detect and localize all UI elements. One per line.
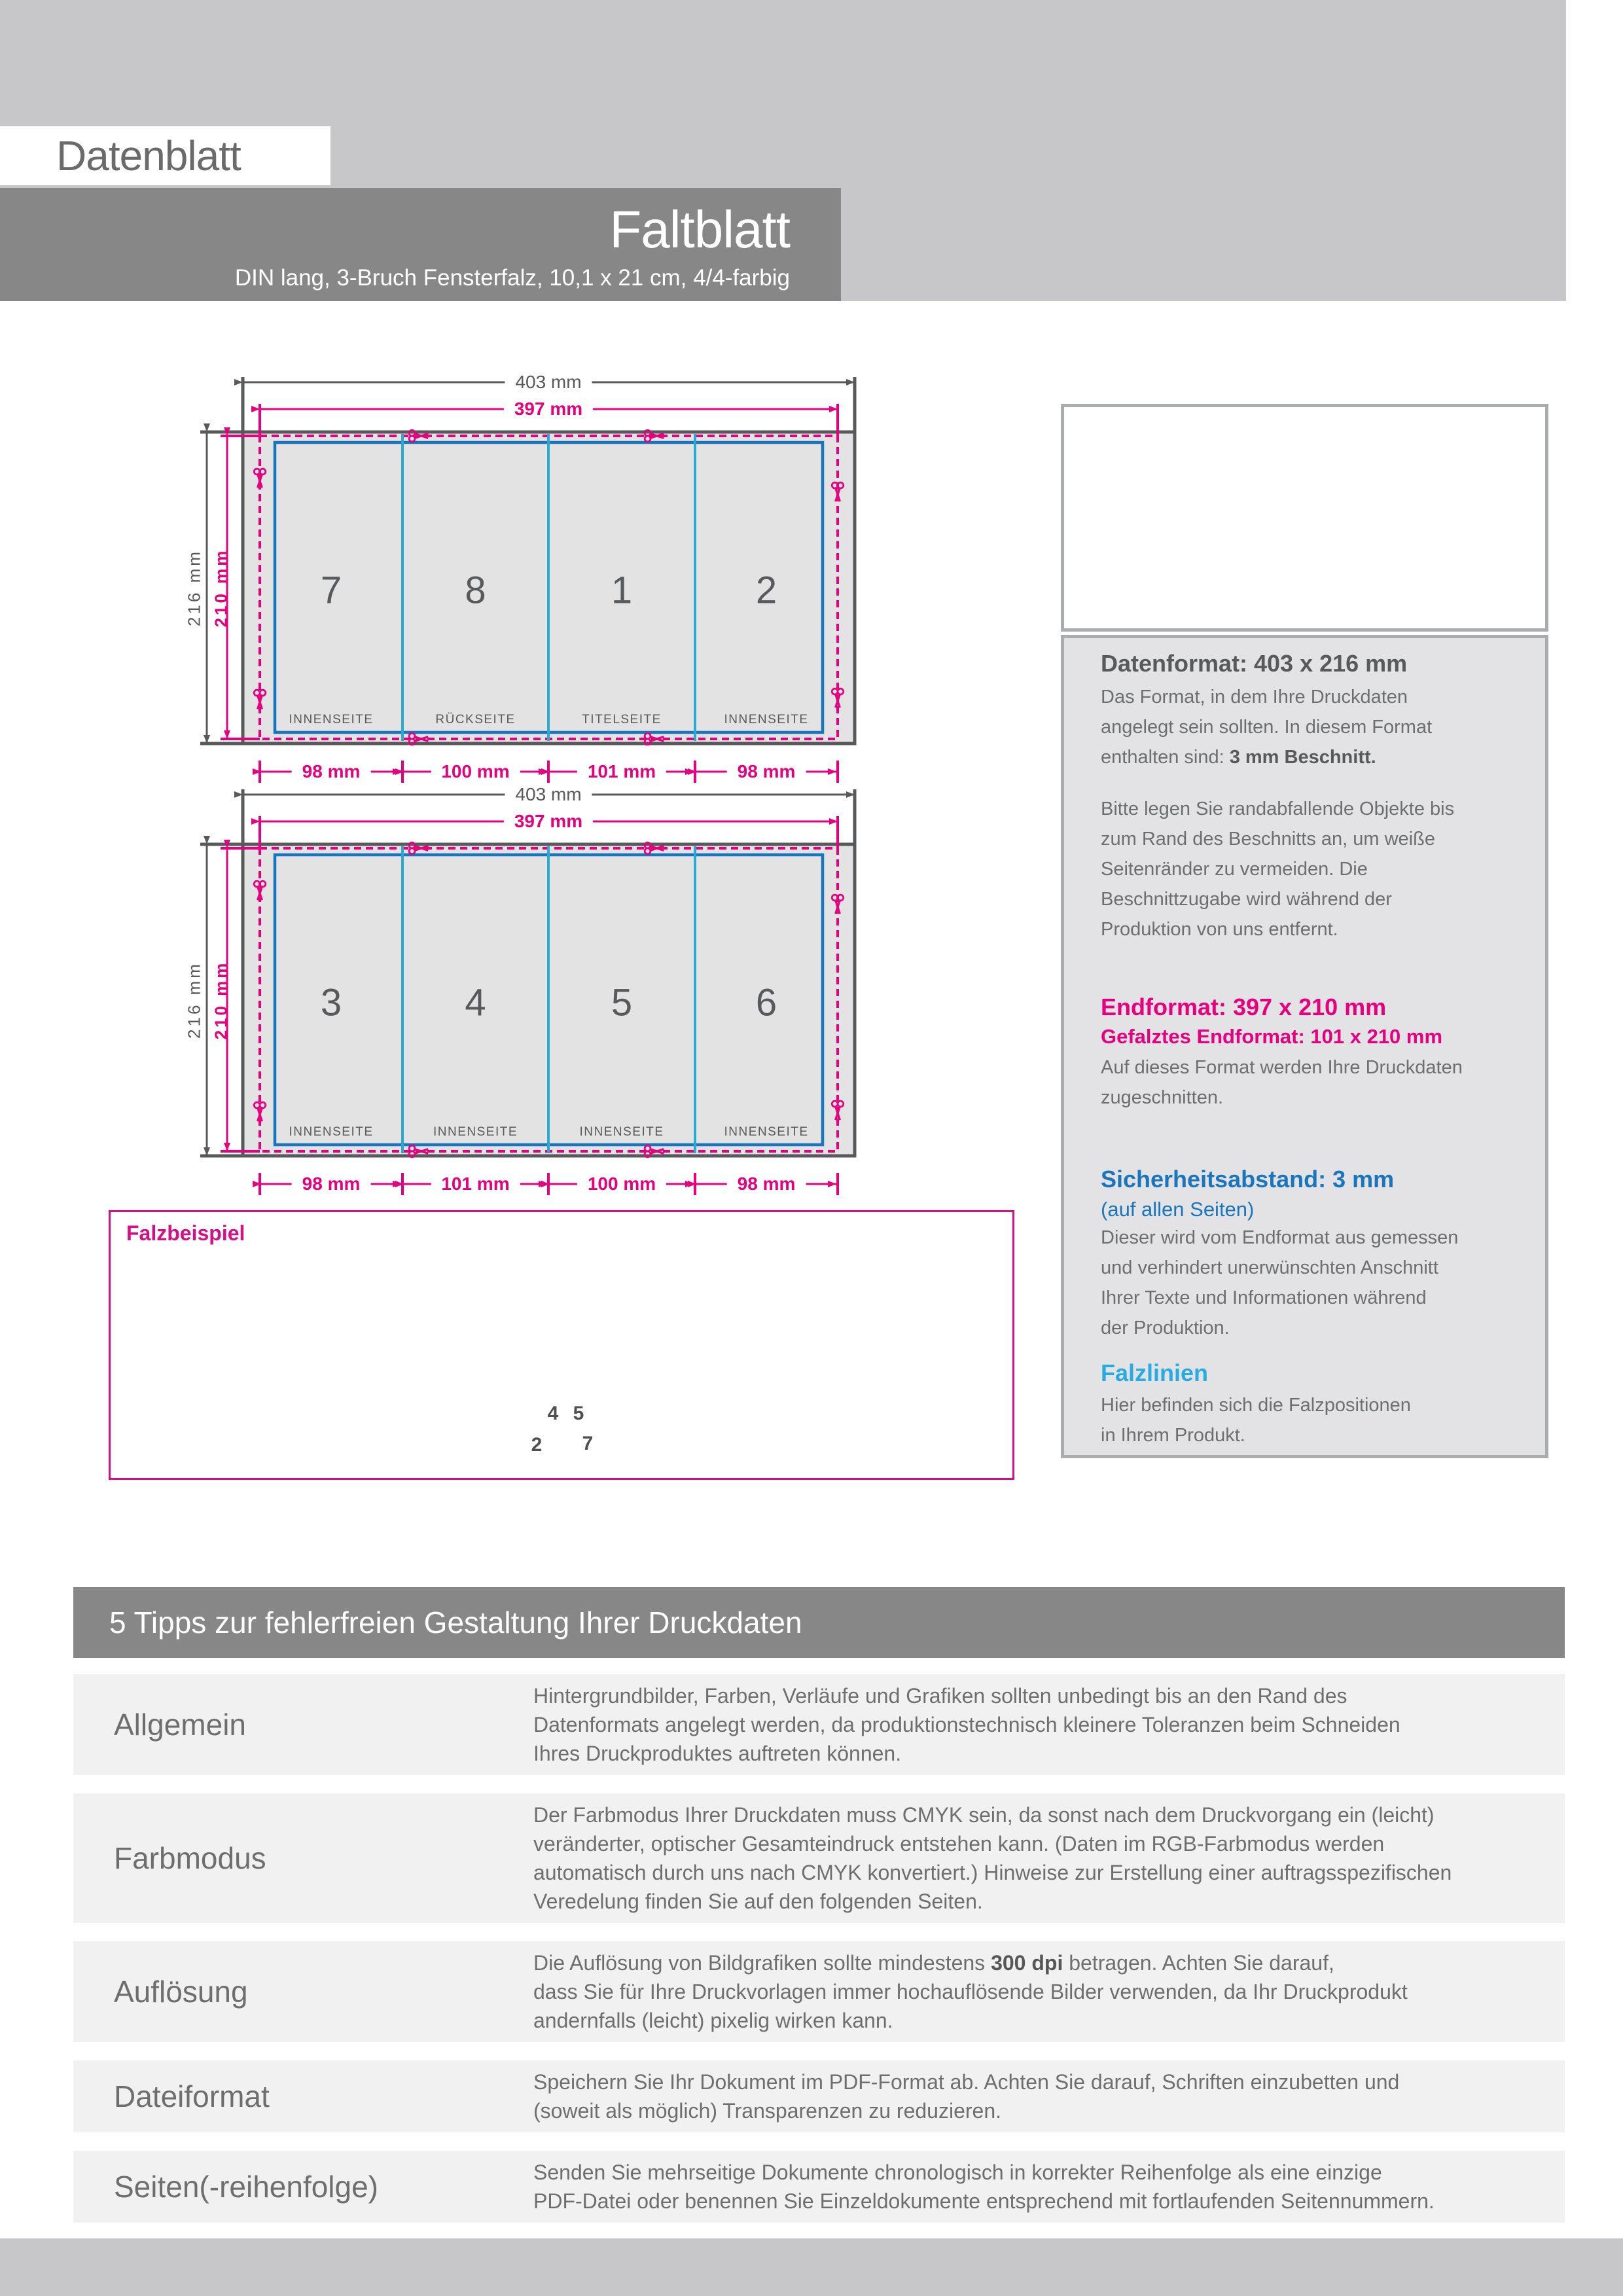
text-line: Hier befinden sich die Falzpositionen xyxy=(1101,1395,1411,1416)
text-line: PDF-Datei oder benennen Sie Einzeldokumente entsprechend mit fortlaufenden Seitennummern. xyxy=(533,2189,1435,2213)
panel-width-label: 100 mm xyxy=(431,761,520,782)
dim-label-endformat-height: 210 mm xyxy=(211,960,231,1040)
tip-row-text xyxy=(533,2068,1558,2125)
text-line: und verhindert unerwünschten Anschnitt xyxy=(1101,1257,1438,1278)
product-title: Faltblatt xyxy=(609,200,790,259)
footer-bar xyxy=(0,2238,1623,2296)
panel-width-label: 98 mm xyxy=(727,761,806,782)
datenformat-body2 xyxy=(1101,794,1533,944)
panel-side-label: INNENSEITE xyxy=(289,713,374,726)
text-line: zum Rand des Beschnitts an, um weiße xyxy=(1101,829,1435,850)
text-line: Das Format, in dem Ihre Druckdaten xyxy=(1101,687,1408,708)
text-line: angelegt sein sollten. In diesem Format xyxy=(1101,717,1433,738)
fold-page-number: 4 xyxy=(547,1403,559,1424)
datenformat-body xyxy=(1101,682,1533,772)
doc-label: Datenblatt xyxy=(56,132,241,179)
panel-number: 6 xyxy=(755,981,777,1024)
text-line: Ihres Druckproduktes auftreten können. xyxy=(533,1742,902,1765)
tip-row-aufloesung xyxy=(73,1941,1565,2042)
endformat-body xyxy=(1101,1052,1533,1113)
tips-heading: 5 Tipps zur fehlerfreien Gestaltung Ihrer Druckdaten xyxy=(109,1605,802,1640)
tip-row-text xyxy=(533,1801,1558,1916)
fold-page-number: 2 xyxy=(531,1434,543,1456)
tip-row-text xyxy=(533,2158,1558,2215)
panel-number: 5 xyxy=(611,981,633,1024)
tip-row-text xyxy=(533,1681,1558,1768)
tip-row-label: Dateiformat xyxy=(114,2079,270,2113)
text-line: Dieser wird vom Endformat aus gemessen xyxy=(1101,1227,1459,1248)
zoom-detail-box xyxy=(1061,404,1548,632)
falzlinien-body xyxy=(1101,1390,1533,1450)
text-line: Der Farbmodus Ihrer Druckdaten muss CMYK sein, da sonst nach dem Druckvorgang ein (leicht) xyxy=(533,1803,1435,1827)
endformat-subheading: Gefalztes Endformat: 101 x 210 mm xyxy=(1101,1025,1443,1048)
falzlinien-heading: Falzlinien xyxy=(1101,1359,1209,1386)
text-line: Beschnittzugabe wird während der xyxy=(1101,889,1392,910)
text-line: andernfalls (leicht) pixelig wirken kann. xyxy=(533,2009,893,2032)
tip-row-seitenreihenfolge xyxy=(73,2151,1565,2223)
text-line: Seitenränder zu vermeiden. Die xyxy=(1101,859,1368,880)
panel-side-label: INNENSEITE xyxy=(289,1125,374,1139)
text-line: der Produktion. xyxy=(1101,1318,1230,1338)
panel-number: 7 xyxy=(320,569,342,612)
tip-row-farbmodus xyxy=(73,1793,1565,1923)
text-line: Senden Sie mehrseitige Dokumente chronologisch in korrekter Reihenfolge als eine einzige xyxy=(533,2161,1382,2184)
text-line: Produktion von uns entfernt. xyxy=(1101,919,1338,940)
endformat-heading: Endformat: 397 x 210 mm xyxy=(1101,994,1387,1020)
panel-side-label: INNENSEITE xyxy=(724,1125,809,1139)
dim-label-datenformat-height: 216 mm xyxy=(184,961,204,1039)
dim-label-datenformat-width: 403 mm xyxy=(505,784,592,805)
panel-side-label: INNENSEITE xyxy=(724,713,809,726)
tip-row-allgemein xyxy=(73,1674,1565,1775)
panel-width-label: 98 mm xyxy=(727,1174,806,1194)
panel-number: 3 xyxy=(320,981,342,1024)
text-line: Bitte legen Sie randabfallende Objekte bis xyxy=(1101,798,1455,819)
dim-label-endformat-width: 397 mm xyxy=(504,811,593,832)
tip-row-text xyxy=(533,1948,1558,2035)
panel-width-label: 98 mm xyxy=(292,1174,371,1194)
panel-width-label: 98 mm xyxy=(292,761,371,782)
tip-row-label: Auflösung xyxy=(114,1975,248,2009)
dim-label-endformat-width: 397 mm xyxy=(504,399,593,420)
product-subtitle: DIN lang, 3-Bruch Fensterfalz, 10,1 x 21 cm, 4/4-farbig xyxy=(234,265,790,291)
text-line: Auf dieses Format werden Ihre Druckdaten xyxy=(1101,1057,1463,1078)
tip-row-label: Seiten(-reihenfolge) xyxy=(114,2170,379,2204)
panel-width-label: 100 mm xyxy=(577,1174,666,1194)
text-line: Veredelung finden Sie auf den folgenden Seiten. xyxy=(533,1890,983,1913)
fold-page-number: 5 xyxy=(573,1403,584,1424)
tip-row-label: Allgemein xyxy=(114,1708,246,1742)
tip-row-dateiformat xyxy=(73,2060,1565,2132)
text-line: zugeschnitten. xyxy=(1101,1087,1224,1108)
text-line: enthalten sind: 3 mm Beschnitt. xyxy=(1101,747,1376,768)
text-line: automatisch durch uns nach CMYK konvertiert.) Hinweise zur Erstellung einer auftragsspezifischen xyxy=(533,1861,1452,1884)
panel-width-label: 101 mm xyxy=(577,761,666,782)
dim-label-datenformat-height: 216 mm xyxy=(184,549,204,626)
panel-side-label: TITELSEITE xyxy=(582,713,662,726)
panel-side-label: INNENSEITE xyxy=(433,1125,518,1139)
panel-side-label: RÜCKSEITE xyxy=(435,713,516,726)
panel-number: 4 xyxy=(465,981,486,1024)
fold-example-box xyxy=(109,1210,1014,1480)
panel-width-label: 101 mm xyxy=(431,1174,520,1194)
panel-number: 8 xyxy=(465,569,486,612)
fold-example-title: Falzbeispiel xyxy=(126,1221,245,1245)
datenformat-heading: Datenformat: 403 x 216 mm xyxy=(1101,650,1408,677)
tips-header-bar xyxy=(73,1587,1565,1658)
safety-heading: Sicherheitsabstand: 3 mm xyxy=(1101,1166,1395,1193)
text-line: (soweit als möglich) Transparenzen zu reduzieren. xyxy=(533,2099,1001,2123)
safety-subheading: (auf allen Seiten) xyxy=(1101,1198,1255,1221)
text-line: Datenformats angelegt werden, da produktionstechnisch kleinere Toleranzen beim Schneiden xyxy=(533,1713,1400,1736)
text-line: Speichern Sie Ihr Dokument im PDF-Format ab. Achten Sie darauf, Schriften einzubetten und xyxy=(533,2070,1400,2094)
panel-number: 2 xyxy=(755,569,777,612)
text-line: Die Auflösung von Bildgrafiken sollte mindestens 300 dpi betragen. Achten Sie darauf, xyxy=(533,1951,1334,1975)
safety-body xyxy=(1101,1223,1533,1343)
text-line: dass Sie für Ihre Druckvorlagen immer hochauflösende Bilder verwenden, da Ihr Druckprodukt xyxy=(533,1980,1408,2003)
dim-label-datenformat-width: 403 mm xyxy=(505,372,592,393)
text-line: Ihrer Texte und Informationen während xyxy=(1101,1287,1427,1308)
dim-label-endformat-height: 210 mm xyxy=(211,548,231,628)
fold-page-number: 7 xyxy=(582,1433,594,1454)
text-line: in Ihrem Produkt. xyxy=(1101,1425,1245,1446)
panel-side-label: INNENSEITE xyxy=(579,1125,664,1139)
panel-number: 1 xyxy=(611,569,633,612)
text-line: veränderter, optischer Gesamteindruck entstehen kann. (Daten im RGB-Farbmodus werden xyxy=(533,1832,1385,1856)
tip-row-label: Farbmodus xyxy=(114,1841,266,1875)
text-line: Hintergrundbilder, Farben, Verläufe und Grafiken sollten unbedingt bis an den Rand des xyxy=(533,1684,1347,1708)
